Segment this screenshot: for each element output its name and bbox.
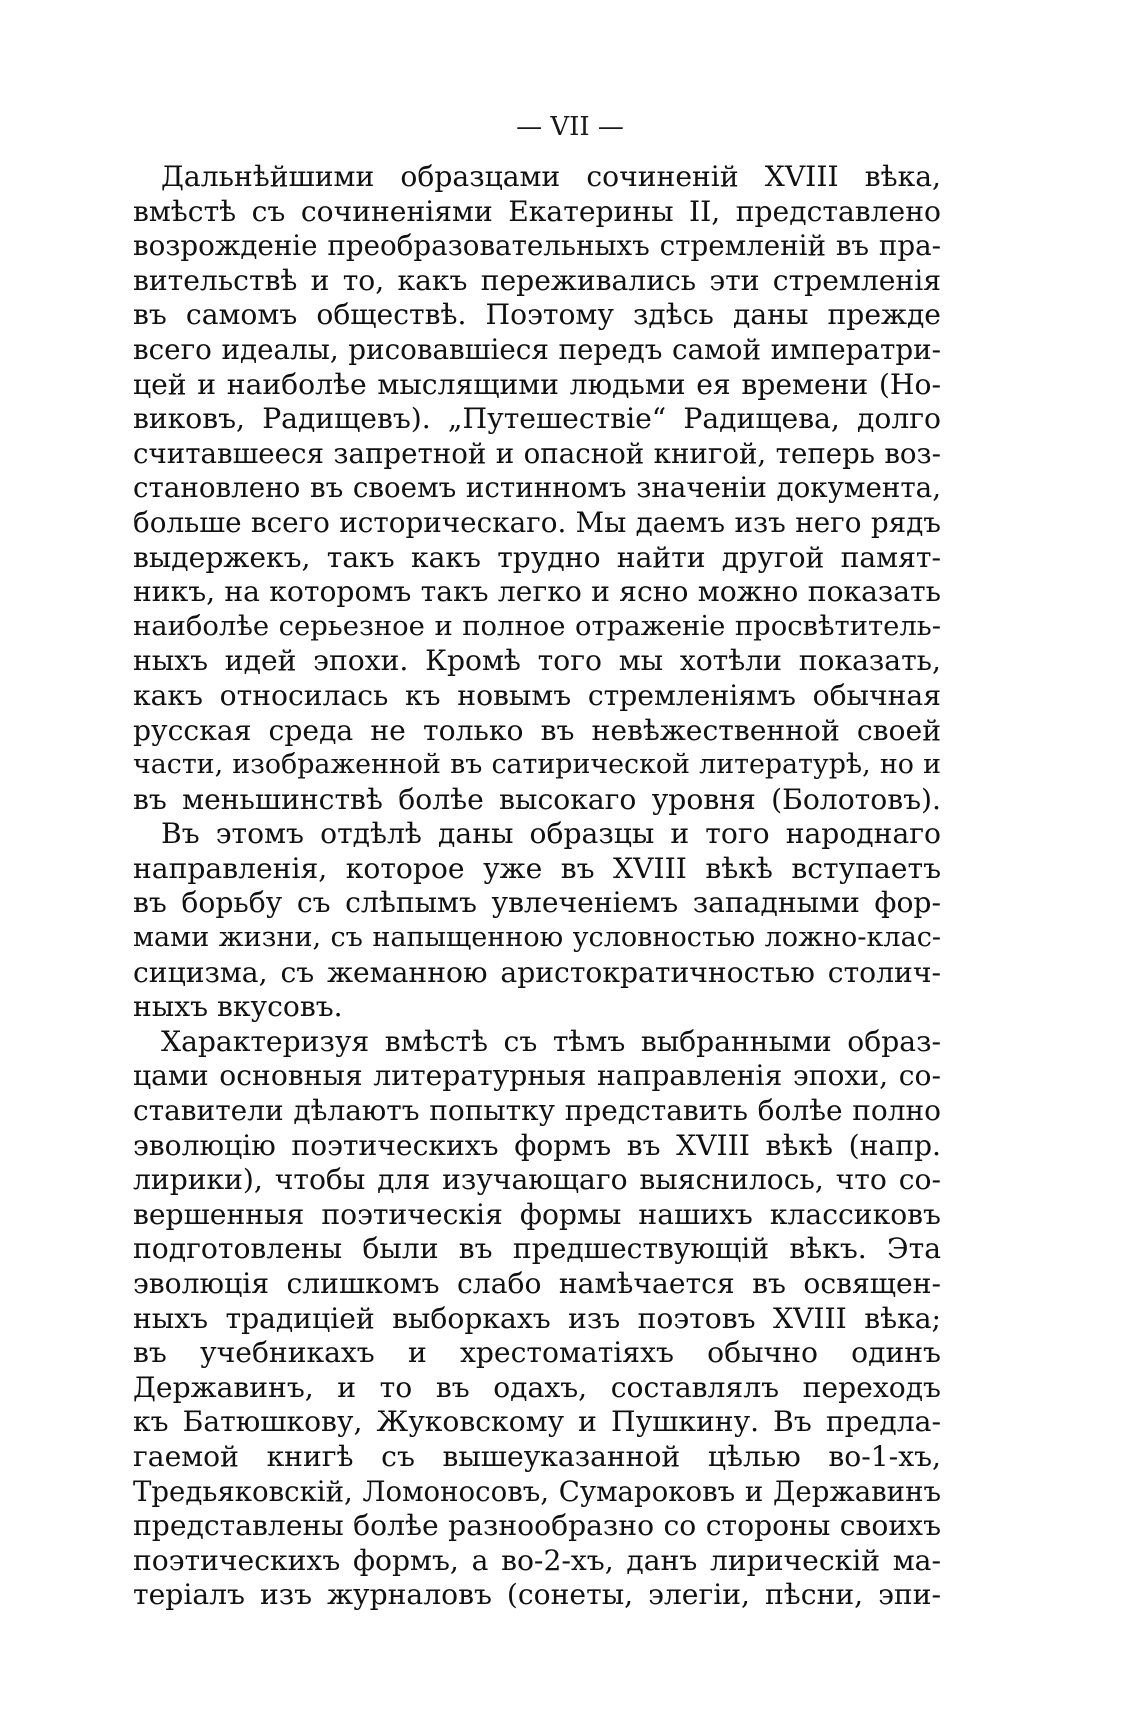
text-line: вмѣстѣ съ сочиненіями Екатерины II, представлено	[133, 194, 941, 228]
text-line: больше всего историческаго. Мы даемъ изъ него рядъ	[133, 505, 941, 539]
paragraph-1	[133, 160, 941, 817]
text-line: мами жизни, съ напыщенною условностью ложно-клас-	[133, 922, 941, 954]
text-line: Тредьяковскій, Ломоносовъ, Сумароковъ и Державинъ	[133, 1474, 941, 1508]
page-number: — VII —	[516, 112, 624, 142]
text-line: Дальнѣйшими образцами сочиненій XVIII вѣка,	[161, 160, 941, 193]
text-line: въ меньшинствѣ болѣе высокаго уровня (Болотовъ).	[133, 782, 941, 816]
text-line: направленія, которое уже въ XVIII вѣкѣ вступаетъ	[133, 851, 941, 885]
text-line: сицизма, съ жеманною аристократичностью столич-	[133, 955, 941, 989]
text-line: къ Батюшкову, Жуковскому и Пушкину. Въ предла-	[133, 1405, 941, 1439]
text-line: въ борьбу съ слѣпымъ увлеченіемъ западными фор-	[133, 886, 941, 920]
text-line: становлено въ своемъ истинномъ значеніи документа,	[133, 471, 941, 505]
text-line: эволюція слишкомъ слабо намѣчается въ освящен-	[133, 1267, 941, 1300]
text-line: считавшееся запретной и опасной книгой, теперь воз-	[133, 436, 941, 470]
text-line: Державинъ, и то въ одахъ, составлялъ переходъ	[133, 1370, 941, 1404]
text-line: Въ этомъ отдѣлѣ даны образцы и того народнаго	[161, 817, 941, 851]
text-line: выдержекъ, такъ какъ трудно найти другой памят-	[133, 540, 941, 574]
text-line: наиболѣе серьезное и полное отраженіе просвѣтитель-	[133, 610, 941, 642]
text-line: подготовлены были въ предшествующій вѣкъ. Эта	[133, 1232, 941, 1266]
text-line: виковъ, Радищевъ). „Путешествіе“ Радищева, долго	[133, 402, 941, 436]
text-line: въ самомъ обществѣ. Поэтому здѣсь даны прежде	[133, 298, 941, 332]
text-line: поэтическихъ формъ, а во-2-хъ, данъ лирическій ма-	[133, 1543, 941, 1577]
text-line: вершенныя поэтическія формы нашихъ классиковъ	[133, 1197, 941, 1231]
text-line: въ учебникахъ и хрестоматіяхъ обычно одинъ	[133, 1336, 941, 1370]
text-line: части, изображенной въ сатирической литературѣ, но и	[133, 749, 941, 781]
text-line: Характеризуя вмѣстѣ съ тѣмъ выбранными образ-	[161, 1024, 941, 1058]
text-line: эволюцію поэтическихъ формъ въ XVIII вѣкѣ (напр.	[133, 1128, 941, 1162]
text-line: теріалъ изъ журналовъ (сонеты, элегіи, пѣсни, эпи-	[133, 1578, 941, 1612]
text-line: возрожденіе преобразовательныхъ стремленій въ пра-	[133, 229, 941, 263]
text-line: представлены болѣе разнообразно со стороны своихъ	[133, 1509, 941, 1543]
text-line: ныхъ традиціей выборкахъ изъ поэтовъ XVIII вѣка;	[133, 1301, 941, 1335]
text-line: вительствѣ и то, какъ переживались эти стремленія	[133, 263, 941, 297]
text-line: ставители дѣлаютъ попытку представить болѣе полно	[133, 1094, 941, 1128]
text-line: цами основныя литературныя направленія эпохи, со-	[133, 1059, 941, 1093]
text-line: всего идеалы, рисовавшіеся передъ самой императри-	[133, 332, 941, 366]
text-line: какъ относилась къ новымъ стремленіямъ обычная	[133, 678, 941, 712]
body-text	[133, 160, 941, 1613]
text-line: ныхъ идей эпохи. Кромѣ того мы хотѣли показать,	[133, 644, 941, 678]
text-line: гаемой книгѣ съ вышеуказанной цѣлью во-1-хъ,	[133, 1439, 941, 1473]
text-line: ныхъ вкусовъ.	[133, 990, 343, 1024]
paragraph-3	[133, 1025, 941, 1613]
text-line: русская среда не только въ невѣжественной своей	[133, 713, 941, 747]
paragraph-2	[133, 817, 941, 1025]
text-line: цей и наиболѣе мыслящими людьми ея времени (Но-	[133, 367, 941, 401]
text-line: никъ, на которомъ такъ легко и ясно можно показать	[133, 575, 941, 609]
text-line: лирики), чтобы для изучающаго выяснилось, что со-	[133, 1163, 941, 1197]
